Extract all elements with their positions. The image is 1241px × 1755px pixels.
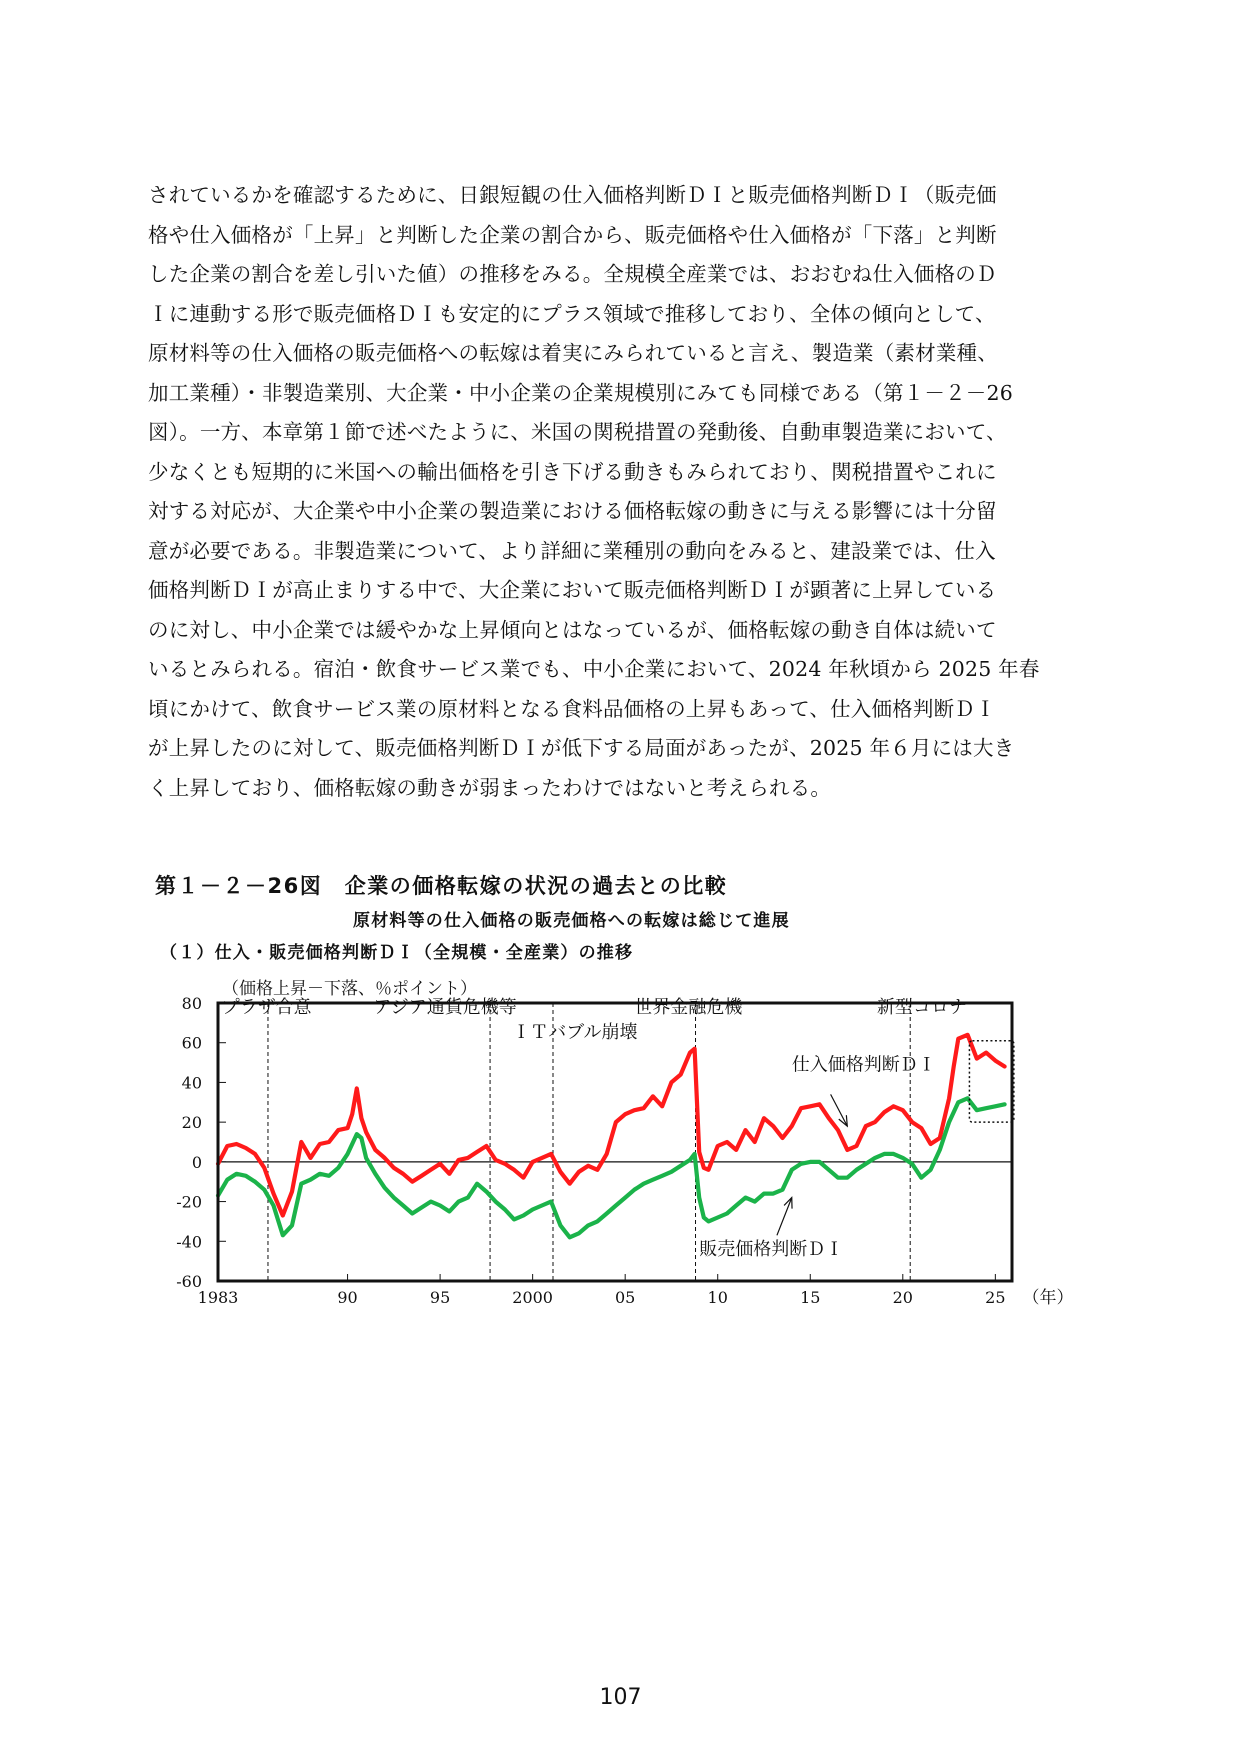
body-line: されているかを確認するために、日銀短観の仕入価格判断ＤＩと販売価格判断ＤＩ（販売価 [148,183,997,207]
body-line: く上昇しており、価格転嫁の動きが弱まったわけではないと考えられる。 [148,775,832,800]
y-tick-label: -40 [176,1232,202,1252]
body-line: した企業の割合を差し引いた値）の推移をみる。全規模全産業では、おおむね仕入価格のＤ [148,262,997,286]
panel-title: （１）仕入・販売価格判断ＤＩ（全規模・全産業）の推移 [160,943,634,963]
series-annotation: 販売価格判断ＤＩ [699,1239,844,1261]
x-tick-label: 25 [985,1288,1006,1307]
y-tick-label: -60 [176,1272,202,1291]
body-line: のに対し、中小企業では緩やかな上昇傾向とはなっているが、価格転嫁の動き自体は続いて [148,617,997,642]
body-line: 少なくとも短期的に米国への輸出価格を引き下げる動きもみられており、関税措置やこれに [148,459,997,484]
x-tick-label: 20 [892,1288,913,1307]
plot-frame [218,1003,1012,1281]
y-tick-label: 20 [181,1113,202,1133]
annotation-arrow-line [777,1198,792,1236]
body-line: Ｉに連動する形で販売価格ＤＩも安定的にプラス領域で推移しており、全体の傾向として、 [148,301,996,326]
y-tick-label: 80 [181,994,202,1013]
body-line: 加工業種）・非製造業別、大企業・中小企業の企業規模別にみても同様である（第１－２－26 [148,380,1013,405]
event-label: アジア通貨危機等 [373,996,517,1018]
x-tick-label: 95 [429,1288,451,1307]
y-tick-label: -20 [176,1192,202,1212]
body-line: いるとみられる。宿泊・飲食サービス業でも、中小企業において、2024 年秋頃から 2025 年春 [148,657,1040,681]
figure-subtitle: 原材料等の仕入価格の販売価格への転嫁は総じて進展 [353,911,790,931]
x-tick-label: 10 [707,1288,728,1307]
event-label: プラザ合意 [221,996,312,1018]
x-tick-label: 1983 [197,1288,239,1307]
x-tick-label: 15 [800,1288,821,1307]
x-tick-label: 2000 [512,1288,553,1307]
series-annotation: 仕入価格判断ＤＩ [791,1054,936,1076]
y-tick-label: 0 [191,1152,202,1172]
body-line: 原材料等の仕入価格の販売価格への転嫁は着実にみられていると言え、製造業（素材業種、 [148,341,998,365]
body-line: 図）。一方、本章第１節で述べたように、米国の関税措置の発動後、自動車製造業において、 [148,420,1007,444]
body-line: 格や仕入価格が「上昇」と判断した企業の割合から、販売価格や仕入価格が「下落」と判断 [148,222,997,247]
y-tick-label: 60 [181,1033,202,1053]
event-label: 新型コロナ [876,996,967,1018]
y-axis-label: （価格上昇－下落、％ポイント） [222,979,477,999]
event-label: 世界金融危機 [634,996,743,1018]
figure-title: 第１－２－26図 企業の価格転嫁の状況の過去との比較 [155,874,728,898]
body-line: 頃にかけて、飲食サービス業の原材料となる食料品価格の上昇もあって、仕入価格判断ＤＩ [148,696,996,721]
series-line-1 [218,1098,1005,1237]
y-tick-label: 40 [181,1073,202,1093]
page-number: 107 [599,1685,642,1710]
body-line: が上昇したのに対して、販売価格判断ＤＩが低下する局面があったが、2025 年６月には大き [148,736,1015,760]
event-label: ＩＴバブル崩壊 [512,1021,638,1043]
x-axis-unit: （年） [1022,1288,1074,1308]
body-line: 価格判断ＤＩが高止まりする中で、大企業において販売価格判断ＤＩが顕著に上昇している [148,578,997,602]
body-line: 対する対応が、大企業や中小企業の製造業における価格転嫁の動きに与える影響には十分留 [148,499,997,523]
body-line: 意が必要である。非製造業について、より詳細に業種別の動向をみると、建設業では、仕入 [148,538,996,563]
x-tick-label: 05 [614,1288,636,1307]
x-tick-label: 90 [337,1288,358,1307]
